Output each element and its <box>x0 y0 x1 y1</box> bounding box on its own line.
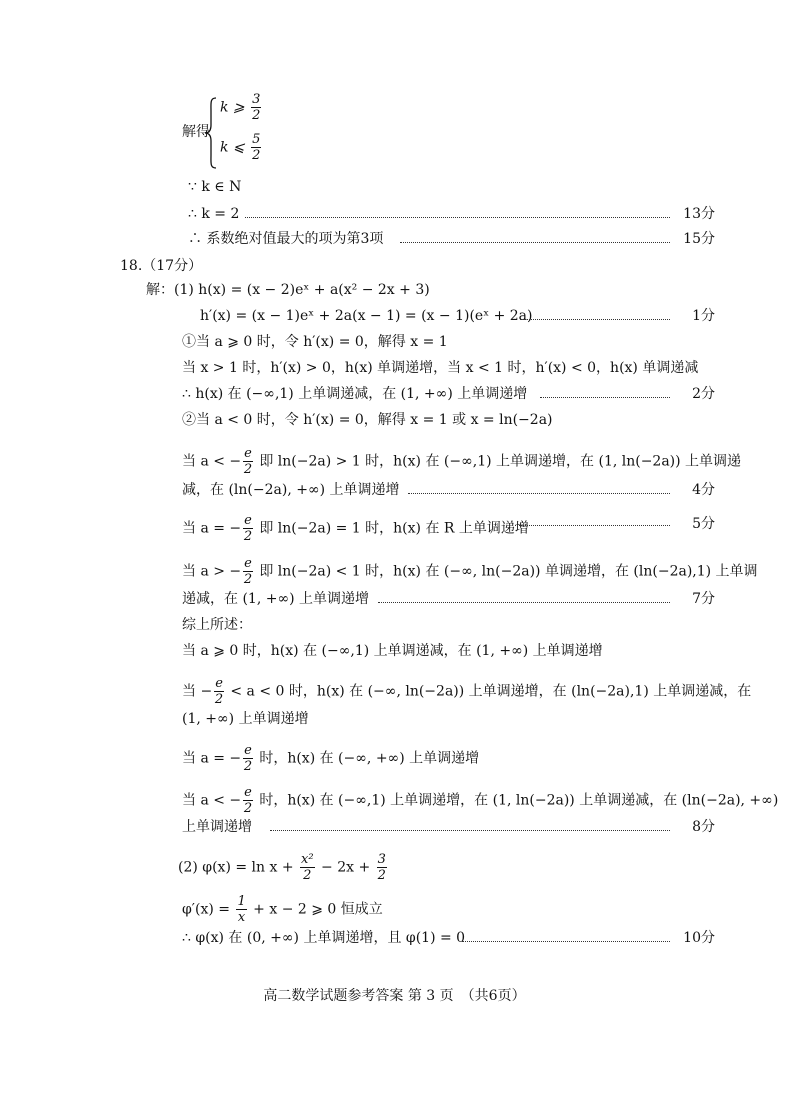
case-1-conclusion: ∴ h(x) 在 (−∞,1) 上单调递减，在 (1, +∞) 上单调递增 <box>182 386 528 402</box>
part-2-conclusion: ∴ φ(x) 在 (0, +∞) 上单调递增，且 φ(1) = 0 <box>182 930 466 946</box>
score-15: 15分 <box>683 231 715 247</box>
leader-dots <box>400 242 670 243</box>
leader-dots <box>270 830 670 831</box>
summary-4-cont: 上单调递增 <box>182 819 252 835</box>
left-brace-icon <box>204 97 218 169</box>
case-label: 解得 <box>182 124 210 140</box>
case-row-1: k ⩾ $\frac{3}{2}$ <box>220 92 261 123</box>
leader-dots <box>245 217 670 218</box>
therefore-k: ∴ k = 2 <box>188 206 240 222</box>
case-2c: 当 a > − $\frac{e}{2}$ 即 ln(−2a) < 1 时，h(x) 在 (−∞, ln(−2a)) 单调递增，在 (ln(−2a),1) 上单调 <box>182 556 758 587</box>
leader-dots <box>408 493 670 494</box>
page-footer: 高二数学试题参考答案 第 3 页 （共6页） <box>263 988 526 1004</box>
case-row-2: k ⩽ $\frac{5}{2}$ <box>220 132 261 163</box>
part-2-derivative: φ′(x) = $\frac{1}{x}$ + x − 2 ⩾ 0 恒成立 <box>182 894 383 925</box>
score-7: 7分 <box>692 591 715 607</box>
part-2-phi: (2) φ(x) = ln x + $\frac{\text{x²}}{2}$ − 2x + $\frac{3}{2}$ <box>178 852 386 883</box>
summary-4: 当 a < − $\frac{e}{2}$ 时，h(x) 在 (−∞,1) 上单调递增，在 (1, ln(−2a)) 上单调递减，在 (ln(−2a), +∞) <box>182 785 779 816</box>
score-13: 13分 <box>683 206 715 222</box>
leader-dots <box>515 525 670 526</box>
case-2a-cont: 减，在 (ln(−2a), +∞) 上单调递增 <box>182 482 400 498</box>
score-10: 10分 <box>683 930 715 946</box>
leader-dots <box>540 397 670 398</box>
summary-2-cont: (1, +∞) 上单调递增 <box>182 711 309 727</box>
derivative-line: h′(x) = (x − 1)eˣ + 2a(x − 1) = (x − 1)(eˣ + 2a) <box>200 308 533 324</box>
therefore-term: ∴ 系数绝对值最大的项为第3项 <box>188 231 384 247</box>
case-1: ①当 a ⩾ 0 时，令 h′(x) = 0，解得 x = 1 <box>182 334 448 350</box>
summary-2: 当 − $\frac{e}{2}$ < a < 0 时，h(x) 在 (−∞, ln(−2a)) 上单调递增，在 (ln(−2a),1) 上单调递减，在 <box>182 676 752 707</box>
score-4: 4分 <box>692 482 715 498</box>
case-2a: 当 a < − $\frac{e}{2}$ 即 ln(−2a) > 1 时，h(x) 在 (−∞,1) 上单调递增，在 (1, ln(−2a)) 上单调递 <box>182 446 742 477</box>
case-2c-cont: 递减，在 (1, +∞) 上单调递增 <box>182 591 370 607</box>
solution-part1: 解：(1) h(x) = (x − 2)eˣ + a(x² − 2x + 3) <box>146 282 430 298</box>
score-8: 8分 <box>692 819 715 835</box>
leader-dots <box>378 602 670 603</box>
question-18-heading: 18.（17分） <box>120 258 203 274</box>
score-1: 1分 <box>692 308 715 324</box>
leader-dots <box>462 941 670 942</box>
summary-heading: 综上所述： <box>182 617 252 633</box>
case-2b: 当 a = − $\frac{e}{2}$ 即 ln(−2a) = 1 时，h(x) 在 R 上单调递增 <box>182 513 529 544</box>
case-2: ②当 a < 0 时，令 h′(x) = 0，解得 x = 1 或 x = ln(−2a) <box>182 412 553 428</box>
score-5: 5分 <box>692 516 715 532</box>
summary-1: 当 a ⩾ 0 时，h(x) 在 (−∞,1) 上单调递减，在 (1, +∞) 上单调递增 <box>182 643 603 659</box>
case-1-monotonic: 当 x > 1 时，h′(x) > 0，h(x) 单调递增，当 x < 1 时，h′(x) < 0，h(x) 单调递减 <box>182 360 699 376</box>
leader-dots <box>520 319 670 320</box>
summary-3: 当 a = − $\frac{e}{2}$ 时，h(x) 在 (−∞, +∞) 上单调递增 <box>182 743 480 774</box>
because-k: ∵ k ∈ N <box>188 179 242 195</box>
score-2: 2分 <box>692 386 715 402</box>
